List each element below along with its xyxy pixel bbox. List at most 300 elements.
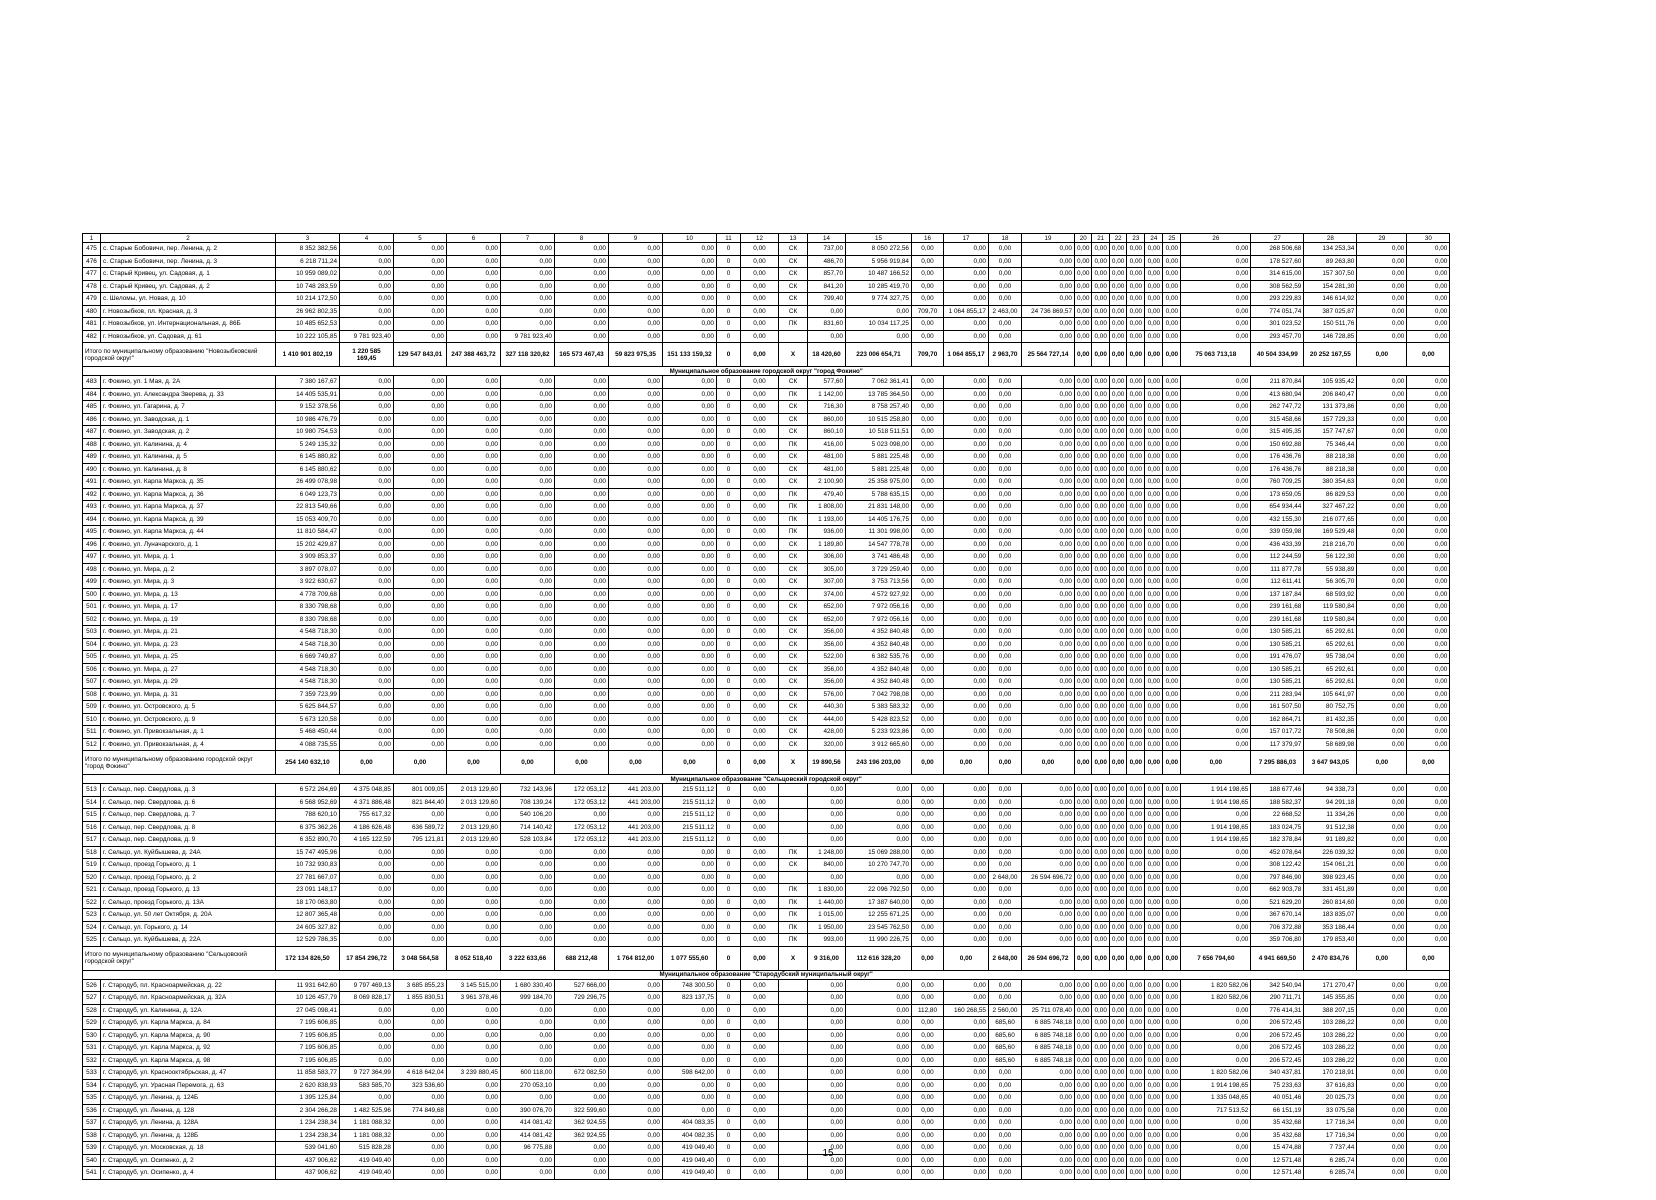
table-cell: 0,00 bbox=[1022, 896, 1075, 909]
table-cell: 0,00 bbox=[1181, 1154, 1251, 1167]
table-cell: 0,00 bbox=[1407, 1142, 1450, 1155]
table-cell: 0,00 bbox=[1163, 1142, 1181, 1155]
total-label: Итого по муниципальному образованию "Новозыбковский городской округ" bbox=[83, 343, 276, 367]
table-cell: 398 923,45 bbox=[1304, 871, 1357, 884]
table-cell: 65 292,61 bbox=[1304, 626, 1357, 639]
table-row bbox=[83, 638, 1450, 651]
address-cell: г. Фокино, ул. Островского, д. 5 bbox=[101, 701, 276, 714]
table-cell: 522,00 bbox=[808, 651, 846, 664]
total-cell: 0,00 bbox=[1092, 751, 1109, 775]
table-cell: 0,00 bbox=[340, 438, 394, 451]
address-cell: г. Фокино, ул. Калинина, д. 8 bbox=[101, 463, 276, 476]
table-row bbox=[83, 438, 1450, 451]
table-cell: 496 bbox=[83, 538, 101, 551]
table-cell: 0,00 bbox=[1075, 438, 1092, 451]
table-cell: 0,00 bbox=[501, 1017, 555, 1030]
total-cell: 3 647 943,05 bbox=[1304, 751, 1357, 775]
table-cell: 0,00 bbox=[555, 871, 609, 884]
table-cell: 482 bbox=[83, 330, 101, 343]
table-cell: 0,00 bbox=[944, 676, 989, 689]
table-cell: 0,00 bbox=[1407, 1129, 1450, 1142]
table-cell: 103 286,22 bbox=[1304, 1029, 1357, 1042]
table-cell: 0,00 bbox=[340, 243, 394, 256]
table-cell: 0,00 bbox=[944, 701, 989, 714]
table-cell: 331 451,89 bbox=[1304, 884, 1357, 897]
table-row bbox=[83, 413, 1450, 426]
table-cell: 0,00 bbox=[1022, 413, 1075, 426]
table-cell: 0,00 bbox=[1407, 934, 1450, 947]
table-cell: 315 495,35 bbox=[1251, 426, 1304, 439]
table-cell: 0,00 bbox=[1163, 1004, 1181, 1017]
table-cell: 0,00 bbox=[741, 1129, 779, 1142]
table-cell: 0,00 bbox=[1022, 280, 1075, 293]
table-cell: 0,00 bbox=[1109, 476, 1126, 489]
table-cell: 0,00 bbox=[1181, 713, 1251, 726]
table-cell: 600 118,00 bbox=[501, 1067, 555, 1080]
table-cell: 0,00 bbox=[609, 738, 663, 751]
table-cell: 0,00 bbox=[555, 1167, 609, 1180]
table-cell: 0,00 bbox=[846, 1004, 912, 1017]
table-cell: 0,00 bbox=[1022, 526, 1075, 539]
table-cell: 0,00 bbox=[1145, 1092, 1163, 1105]
table-cell: 0,00 bbox=[1145, 834, 1163, 847]
table-cell: 161 507,50 bbox=[1251, 701, 1304, 714]
table-cell: 0,00 bbox=[912, 438, 944, 451]
table-cell: 0,00 bbox=[555, 809, 609, 822]
table-cell: 0,00 bbox=[609, 293, 663, 306]
table-cell: 0 bbox=[717, 821, 741, 834]
table-cell: 0,00 bbox=[609, 1167, 663, 1180]
table-cell: 1 820 582,06 bbox=[1181, 1067, 1251, 1080]
table-cell: 0,00 bbox=[1109, 576, 1126, 589]
table-row bbox=[83, 255, 1450, 268]
table-cell: 0,00 bbox=[1127, 318, 1145, 331]
table-cell: 0,00 bbox=[340, 463, 394, 476]
table-cell: 0,00 bbox=[1163, 388, 1181, 401]
table-cell: 0,00 bbox=[555, 1154, 609, 1167]
table-cell: 0,00 bbox=[1127, 488, 1145, 501]
table-cell: 416,00 bbox=[808, 438, 846, 451]
table-cell: 105 641,97 bbox=[1304, 688, 1357, 701]
table-cell: 0,00 bbox=[1075, 330, 1092, 343]
table-cell: 0,00 bbox=[1109, 884, 1126, 897]
table-cell: 119 580,84 bbox=[1304, 601, 1357, 614]
total-cell: 129 547 843,01 bbox=[394, 343, 447, 367]
total-cell: 247 388 463,72 bbox=[447, 343, 501, 367]
table-cell: 0,00 bbox=[1163, 613, 1181, 626]
address-cell: г. Сельцо, проезд Горького, д. 13А bbox=[101, 896, 276, 909]
table-cell: 0,00 bbox=[912, 1129, 944, 1142]
address-cell: г. Новозыбков, ул. Интернациональная, д. 86Б bbox=[101, 318, 276, 331]
table-cell: 0,00 bbox=[989, 726, 1022, 739]
table-cell: 0,00 bbox=[1075, 688, 1092, 701]
table-cell: 0,00 bbox=[1407, 1004, 1450, 1017]
table-cell: 206 572,45 bbox=[1251, 1029, 1304, 1042]
table-cell: ПК bbox=[779, 884, 808, 897]
table-cell: 0,00 bbox=[1145, 551, 1163, 564]
table-cell: 0,00 bbox=[501, 243, 555, 256]
column-number: 21 bbox=[1092, 234, 1109, 243]
table-cell: 13 785 364,50 bbox=[846, 388, 912, 401]
table-cell: 2 620 838,93 bbox=[276, 1079, 340, 1092]
table-cell: 0,00 bbox=[944, 588, 989, 601]
table-cell: 0,00 bbox=[944, 909, 989, 922]
table-cell: 419 049,40 bbox=[663, 1142, 717, 1155]
table-cell: 737,00 bbox=[808, 243, 846, 256]
table-cell: 0,00 bbox=[1022, 1154, 1075, 1167]
table-cell: 0,00 bbox=[912, 463, 944, 476]
table-cell: 0,00 bbox=[1181, 255, 1251, 268]
table-cell: 23 091 148,17 bbox=[276, 884, 340, 897]
table-cell: 0,00 bbox=[808, 784, 846, 797]
table-cell: 706 372,88 bbox=[1251, 921, 1304, 934]
table-cell: 0,00 bbox=[609, 1079, 663, 1092]
table-cell: 169 529,48 bbox=[1304, 526, 1357, 539]
table-cell: 4 186 626,48 bbox=[340, 821, 394, 834]
table-cell: 172 053,12 bbox=[555, 784, 609, 797]
address-cell: г. Сельцо, ул. Горького, д. 14 bbox=[101, 921, 276, 934]
table-cell: 486 bbox=[83, 413, 101, 426]
table-cell: 0,00 bbox=[1092, 1142, 1109, 1155]
table-cell: 0,00 bbox=[1163, 638, 1181, 651]
table-cell: 1 914 198,65 bbox=[1181, 821, 1251, 834]
table-cell: 0,00 bbox=[609, 280, 663, 293]
table-cell: 0,00 bbox=[663, 859, 717, 872]
table-cell: 507 bbox=[83, 676, 101, 689]
table-cell: 0,00 bbox=[447, 305, 501, 318]
table-cell: 0,00 bbox=[1075, 1142, 1092, 1155]
table-cell: ПК bbox=[779, 513, 808, 526]
table-cell bbox=[779, 1042, 808, 1055]
table-cell: 0,00 bbox=[1109, 330, 1126, 343]
table-cell: 0,00 bbox=[1163, 488, 1181, 501]
table-cell: 0,00 bbox=[1075, 1004, 1092, 1017]
table-cell: 0,00 bbox=[663, 896, 717, 909]
address-cell: г. Стародуб, пл. Красноармейская, д. 22 bbox=[101, 979, 276, 992]
table-cell: 12 571,48 bbox=[1251, 1154, 1304, 1167]
table-cell: 524 bbox=[83, 921, 101, 934]
table-cell: 0,00 bbox=[501, 305, 555, 318]
table-cell: 492 bbox=[83, 488, 101, 501]
table-cell: 0,00 bbox=[1357, 305, 1407, 318]
table-cell: 0,00 bbox=[1163, 376, 1181, 389]
table-cell: ПК bbox=[779, 438, 808, 451]
table-cell: 501 bbox=[83, 601, 101, 614]
column-number: 30 bbox=[1407, 234, 1450, 243]
table-cell: 0,00 bbox=[741, 688, 779, 701]
table-cell: 260 814,60 bbox=[1304, 896, 1357, 909]
table-cell: 0,00 bbox=[501, 701, 555, 714]
table-cell: 0,00 bbox=[1109, 318, 1126, 331]
table-cell: 0,00 bbox=[1407, 896, 1450, 909]
table-cell: 4 352 840,48 bbox=[846, 626, 912, 639]
table-cell: 0,00 bbox=[1357, 438, 1407, 451]
table-cell: 95 738,04 bbox=[1304, 651, 1357, 664]
table-cell: 0,00 bbox=[1075, 613, 1092, 626]
table-cell: 0,00 bbox=[1163, 413, 1181, 426]
table-cell: 0,00 bbox=[1127, 979, 1145, 992]
table-cell: 0,00 bbox=[912, 1042, 944, 1055]
table-row bbox=[83, 884, 1450, 897]
table-cell: 0,00 bbox=[394, 501, 447, 514]
table-cell: 0,00 bbox=[1163, 1167, 1181, 1180]
table-cell: 0,00 bbox=[394, 426, 447, 439]
table-cell: 0,00 bbox=[609, 992, 663, 1005]
table-cell: 0,00 bbox=[501, 438, 555, 451]
table-cell: 0,00 bbox=[555, 526, 609, 539]
table-cell: 0,00 bbox=[1092, 1017, 1109, 1030]
table-cell: 6 145 880,82 bbox=[276, 451, 340, 464]
table-cell: 0,00 bbox=[340, 859, 394, 872]
table-cell: 0,00 bbox=[912, 268, 944, 281]
table-cell: 0,00 bbox=[1092, 488, 1109, 501]
table-cell: 0,00 bbox=[989, 280, 1022, 293]
total-cell: 0,00 bbox=[944, 946, 989, 970]
table-cell: 0,00 bbox=[1075, 293, 1092, 306]
table-cell: 0,00 bbox=[1163, 846, 1181, 859]
total-cell: 9 316,00 bbox=[808, 946, 846, 970]
table-cell: 0,00 bbox=[846, 1129, 912, 1142]
table-cell: 0,00 bbox=[1092, 651, 1109, 664]
table-cell: 6 669 749,87 bbox=[276, 651, 340, 664]
table-cell: 112 244,59 bbox=[1251, 551, 1304, 564]
table-cell: 0,00 bbox=[808, 1042, 846, 1055]
table-cell: 0,00 bbox=[1145, 280, 1163, 293]
table-cell: 0,00 bbox=[912, 821, 944, 834]
table-cell: 0,00 bbox=[1407, 413, 1450, 426]
address-cell: г. Стародуб, ул. Ленина, д. 124Б bbox=[101, 1092, 276, 1105]
table-cell: 483 bbox=[83, 376, 101, 389]
table-cell bbox=[779, 1054, 808, 1067]
table-cell: 1 193,00 bbox=[808, 513, 846, 526]
table-cell: 0,00 bbox=[1022, 243, 1075, 256]
table-cell: 0,00 bbox=[1145, 576, 1163, 589]
table-cell: 0,00 bbox=[1145, 426, 1163, 439]
table-cell: 9 781 923,40 bbox=[501, 330, 555, 343]
table-cell: 0,00 bbox=[663, 846, 717, 859]
table-cell: 0,00 bbox=[609, 243, 663, 256]
table-cell: 0,00 bbox=[340, 501, 394, 514]
table-cell: 0,00 bbox=[912, 401, 944, 414]
table-cell: 0,00 bbox=[555, 663, 609, 676]
table-cell: 3 685 855,23 bbox=[394, 979, 447, 992]
table-row bbox=[83, 476, 1450, 489]
table-cell: 157 017,72 bbox=[1251, 726, 1304, 739]
table-cell: 0,00 bbox=[989, 501, 1022, 514]
table-cell: 0,00 bbox=[340, 488, 394, 501]
table-cell: 0,00 bbox=[1127, 513, 1145, 526]
table-cell: 1 234 238,34 bbox=[276, 1117, 340, 1130]
table-cell: 0,00 bbox=[501, 1154, 555, 1167]
table-cell: 0,00 bbox=[1181, 601, 1251, 614]
table-row bbox=[83, 1092, 1450, 1105]
table-cell: СК bbox=[779, 663, 808, 676]
table-cell: СК bbox=[779, 451, 808, 464]
table-cell: 160 268,55 bbox=[944, 1004, 989, 1017]
table-cell: 0,00 bbox=[1407, 526, 1450, 539]
table-cell: 0,00 bbox=[555, 726, 609, 739]
table-cell: ПК bbox=[779, 388, 808, 401]
table-cell: 0,00 bbox=[663, 426, 717, 439]
table-cell: 0,00 bbox=[1181, 413, 1251, 426]
table-cell: 0 bbox=[717, 1029, 741, 1042]
table-cell: 0,00 bbox=[447, 688, 501, 701]
table-cell: 0,00 bbox=[1407, 1042, 1450, 1055]
table-cell: 172 053,12 bbox=[555, 796, 609, 809]
table-cell: 0,00 bbox=[555, 1142, 609, 1155]
table-cell: СК bbox=[779, 463, 808, 476]
table-cell: 0,00 bbox=[447, 401, 501, 414]
table-cell: 0,00 bbox=[1022, 463, 1075, 476]
table-cell: 0,00 bbox=[340, 576, 394, 589]
table-cell: 0 bbox=[717, 451, 741, 464]
table-cell: 0,00 bbox=[1407, 713, 1450, 726]
total-cell: 0,00 bbox=[1163, 751, 1181, 775]
table-cell: 0,00 bbox=[340, 293, 394, 306]
table-cell: 0,00 bbox=[1109, 601, 1126, 614]
table-cell: 0,00 bbox=[1163, 726, 1181, 739]
table-cell: 0,00 bbox=[1163, 255, 1181, 268]
table-cell: 0,00 bbox=[741, 1167, 779, 1180]
address-cell: г. Стародуб, ул. Карла Маркса, д. 90 bbox=[101, 1029, 276, 1042]
table-cell: 0,00 bbox=[989, 859, 1022, 872]
address-cell: г. Фокино, ул. Привокзальная, д. 4 bbox=[101, 738, 276, 751]
table-cell: 0 bbox=[717, 588, 741, 601]
table-cell: 0,00 bbox=[501, 663, 555, 676]
table-cell: СК bbox=[779, 538, 808, 551]
table-cell: 527 666,00 bbox=[555, 979, 609, 992]
table-row bbox=[83, 1042, 1450, 1055]
table-cell: 0,00 bbox=[1163, 1079, 1181, 1092]
table-cell: 0,00 bbox=[741, 738, 779, 751]
table-cell: 0,00 bbox=[663, 1054, 717, 1067]
table-cell: 480 bbox=[83, 305, 101, 318]
address-cell: г. Фокино, ул. Калинина, д. 5 bbox=[101, 451, 276, 464]
table-cell: 0,00 bbox=[609, 1129, 663, 1142]
table-cell: 0,00 bbox=[1022, 1079, 1075, 1092]
table-cell: 0,00 bbox=[1357, 1004, 1407, 1017]
table-cell: 0,00 bbox=[741, 784, 779, 797]
table-cell: 0,00 bbox=[394, 613, 447, 626]
table-cell: 0,00 bbox=[447, 1042, 501, 1055]
table-cell: 0,00 bbox=[555, 601, 609, 614]
table-cell: 0,00 bbox=[1357, 834, 1407, 847]
table-cell: 0,00 bbox=[1092, 243, 1109, 256]
table-cell: 534 bbox=[83, 1079, 101, 1092]
table-cell: 7 380 167,67 bbox=[276, 376, 340, 389]
table-cell: 0,00 bbox=[555, 896, 609, 909]
table-cell: 0,00 bbox=[989, 884, 1022, 897]
table-cell: 131 373,86 bbox=[1304, 401, 1357, 414]
table-cell: СК bbox=[779, 601, 808, 614]
table-cell: 0,00 bbox=[944, 859, 989, 872]
table-cell: 0,00 bbox=[1022, 909, 1075, 922]
table-cell: 0 bbox=[717, 426, 741, 439]
table-cell: 0,00 bbox=[1145, 626, 1163, 639]
table-cell: 0,00 bbox=[846, 796, 912, 809]
table-cell: 0,00 bbox=[340, 1017, 394, 1030]
table-cell: 0,00 bbox=[663, 318, 717, 331]
table-cell: 0,00 bbox=[1357, 488, 1407, 501]
table-row bbox=[83, 1017, 1450, 1030]
table-cell: 0,00 bbox=[1145, 476, 1163, 489]
table-cell: 179 853,40 bbox=[1304, 934, 1357, 947]
table-cell: 0 bbox=[717, 268, 741, 281]
table-cell: 0,00 bbox=[1075, 1054, 1092, 1067]
table-cell: 0,00 bbox=[1181, 463, 1251, 476]
table-cell bbox=[779, 1067, 808, 1080]
table-cell: 0,00 bbox=[989, 784, 1022, 797]
table-cell: 176 436,76 bbox=[1251, 451, 1304, 464]
column-number: 24 bbox=[1145, 234, 1163, 243]
table-cell: 774 051,74 bbox=[1251, 305, 1304, 318]
table-cell: 0,00 bbox=[1109, 726, 1126, 739]
table-cell: 0,00 bbox=[447, 330, 501, 343]
table-cell: 0,00 bbox=[741, 476, 779, 489]
table-cell: 0,00 bbox=[1145, 726, 1163, 739]
table-cell: 0,00 bbox=[1145, 909, 1163, 922]
table-cell: 0,00 bbox=[989, 426, 1022, 439]
table-cell: 308 562,59 bbox=[1251, 280, 1304, 293]
table-cell: 0,00 bbox=[989, 821, 1022, 834]
table-cell: 8 352 382,56 bbox=[276, 243, 340, 256]
table-cell: 0,00 bbox=[1145, 526, 1163, 539]
table-cell: 0,00 bbox=[1022, 934, 1075, 947]
table-cell: 0,00 bbox=[1109, 1167, 1126, 1180]
table-cell: 0,00 bbox=[1357, 1129, 1407, 1142]
table-cell: 0,00 bbox=[912, 796, 944, 809]
table-cell: 0 bbox=[717, 638, 741, 651]
table-cell: 0,00 bbox=[1092, 1154, 1109, 1167]
table-cell: 216 077,65 bbox=[1304, 513, 1357, 526]
table-cell: 0,00 bbox=[912, 663, 944, 676]
table-cell: 0,00 bbox=[447, 1017, 501, 1030]
column-number-row bbox=[83, 234, 1450, 243]
table-cell: 513 bbox=[83, 784, 101, 797]
table-cell: 0,00 bbox=[394, 601, 447, 614]
table-cell: 0,00 bbox=[989, 413, 1022, 426]
table-cell: 0,00 bbox=[1357, 713, 1407, 726]
total-row bbox=[83, 946, 1450, 970]
table-cell: 518 bbox=[83, 846, 101, 859]
table-cell bbox=[779, 979, 808, 992]
table-cell: 0,00 bbox=[663, 1104, 717, 1117]
table-cell: 0,00 bbox=[1407, 268, 1450, 281]
table-cell: 0,00 bbox=[944, 243, 989, 256]
table-cell: 0,00 bbox=[447, 884, 501, 897]
table-cell: 0,00 bbox=[1092, 388, 1109, 401]
table-cell: 0,00 bbox=[741, 243, 779, 256]
table-cell: 0,00 bbox=[989, 551, 1022, 564]
table-cell: 4 352 840,48 bbox=[846, 663, 912, 676]
table-cell: 0,00 bbox=[1075, 255, 1092, 268]
table-cell: 0,00 bbox=[1145, 388, 1163, 401]
table-cell: 0,00 bbox=[944, 268, 989, 281]
table-cell: 10 518 511,51 bbox=[846, 426, 912, 439]
table-cell: 0,00 bbox=[989, 330, 1022, 343]
table-cell: 0,00 bbox=[1092, 268, 1109, 281]
table-cell: 0,00 bbox=[1181, 280, 1251, 293]
table-cell: 0 bbox=[717, 859, 741, 872]
table-cell: 0,00 bbox=[1181, 1004, 1251, 1017]
total-cell: 0,00 bbox=[1127, 946, 1145, 970]
table-cell: 0,00 bbox=[1357, 588, 1407, 601]
table-cell: 3 909 853,37 bbox=[276, 551, 340, 564]
table-row bbox=[83, 921, 1450, 934]
address-cell: г. Фокино, ул. Заводская, д. 2 bbox=[101, 426, 276, 439]
table-cell: 0,00 bbox=[1163, 809, 1181, 822]
table-cell: 293 457,70 bbox=[1251, 330, 1304, 343]
